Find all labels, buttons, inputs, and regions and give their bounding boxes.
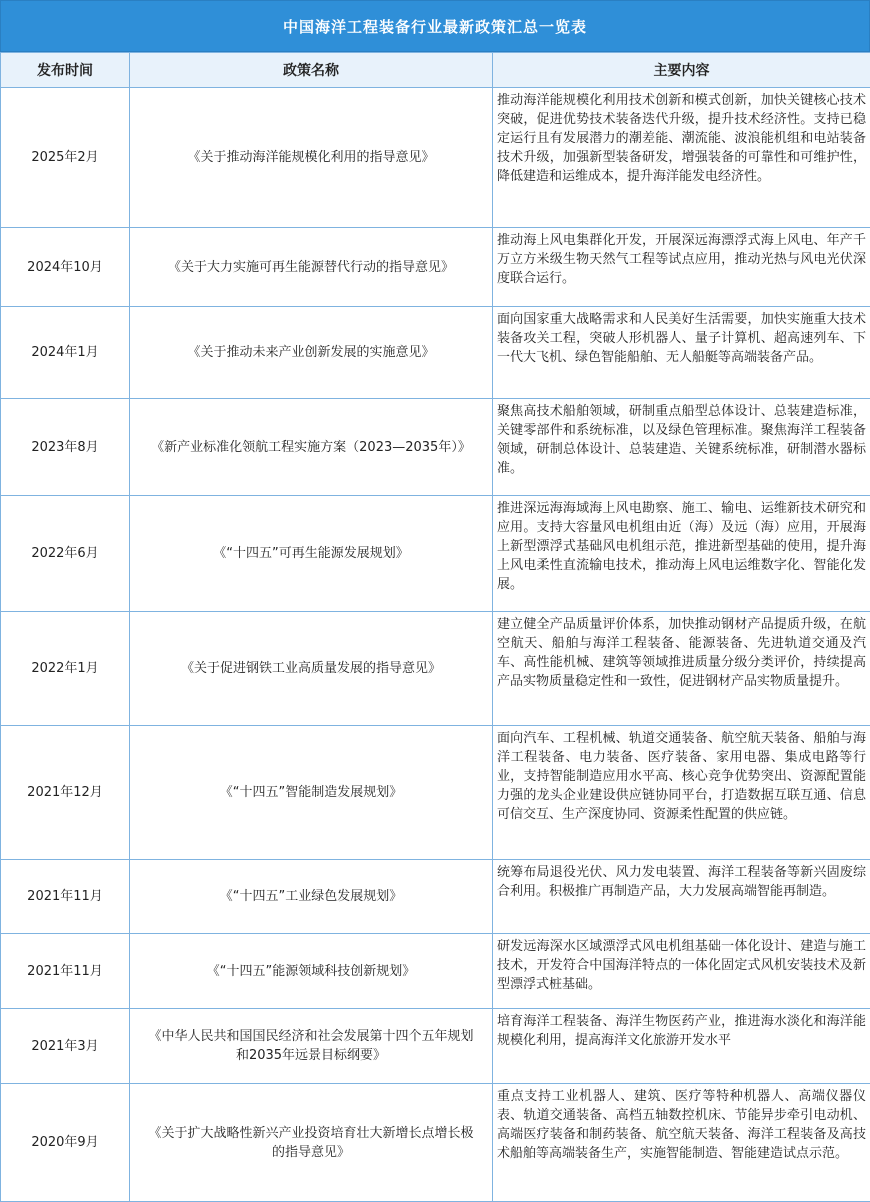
content-text: 统筹布局退役光伏、风力发电装置、海洋工程装备等新兴固废综合利用。积极推广再制造产品，大力发展高端智能再制造。 (497, 863, 866, 901)
cell-policy-name: 《关于扩大战略性新兴产业投资培育壮大新增长点增长极的指导意见》 (130, 1084, 493, 1202)
cell-date: 2020年9月 (1, 1084, 130, 1202)
table-row (1, 1009, 870, 1084)
cell-content (493, 307, 870, 399)
cell-date: 2022年6月 (1, 496, 130, 612)
table-row (1, 496, 870, 612)
table-row (1, 860, 870, 934)
column-header-content: 主要内容 (493, 53, 870, 88)
cell-policy-name: 《关于推动未来产业创新发展的实施意见》 (130, 307, 493, 399)
cell-content (493, 1084, 870, 1202)
cell-content (493, 496, 870, 612)
content-text: 重点支持工业机器人、建筑、医疗等特种机器人、高端仪器仪表、轨道交通装备、高档五轴数控机床、节能异步牵引电动机、高端医疗装备和制药装备、航空航天装备、海洋工程装备及高技术船舶等高端装备生产，实施智能制造、智能建造试点示范。 (497, 1087, 866, 1163)
cell-content (493, 860, 870, 934)
cell-date: 2021年3月 (1, 1009, 130, 1084)
content-text: 聚焦高技术船舶领域，研制重点船型总体设计、总装建造标准，关键零部件和系统标准，以及绿色管理标准。聚焦海洋工程装备领域，研制总体设计、总装建造、关键系统标准，研制潜水器标准。 (497, 402, 866, 478)
table-row (1, 228, 870, 307)
table-row (1, 307, 870, 399)
table-row (1, 612, 870, 726)
cell-content (493, 612, 870, 726)
cell-policy-name: 《“十四五”能源领域科技创新规划》 (130, 934, 493, 1009)
cell-policy-name: 《新产业标准化领航工程实施方案（2023—2035年）》 (130, 399, 493, 496)
cell-content (493, 88, 870, 228)
cell-date: 2025年2月 (1, 88, 130, 228)
content-text: 推动海洋能规模化利用技术创新和模式创新，加快关键核心技术突破，促进优势技术装备迭代升级，提升技术经济性。支持已稳定运行且有发展潜力的潮差能、潮流能、波浪能机组和电站装备技术升级，加强新型装备研发，增强装备的可靠性和可维护性，降低建造和运维成本，提升海洋能发电经济性。 (497, 91, 866, 186)
content-text: 培育海洋工程装备、海洋生物医药产业，推进海水淡化和海洋能规模化利用，提高海洋文化旅游开发水平 (497, 1012, 866, 1050)
cell-content (493, 399, 870, 496)
table-row (1, 726, 870, 860)
table-row (1, 934, 870, 1009)
cell-policy-name: 《关于大力实施可再生能源替代行动的指导意见》 (130, 228, 493, 307)
cell-content (493, 1009, 870, 1084)
cell-policy-name: 《关于推动海洋能规模化利用的指导意见》 (130, 88, 493, 228)
content-text: 面向国家重大战略需求和人民美好生活需要，加快实施重大技术装备攻关工程，突破人形机器人、量子计算机、超高速列车、下一代大飞机、绿色智能船舶、无人船艇等高端装备产品。 (497, 310, 866, 367)
table-row (1, 399, 870, 496)
content-text: 推进深远海海域海上风电勘察、施工、输电、运维新技术研究和应用。支持大容量风电机组由近（海）及远（海）应用，开展海上新型漂浮式基础风电机组示范，推进新型基础的使用，提升海上风电柔性直流输电技术，推动海上风电运维数字化、智能化发展。 (497, 499, 866, 594)
table-row (1, 88, 870, 228)
cell-policy-name: 《“十四五”工业绿色发展规划》 (130, 860, 493, 934)
cell-date: 2021年11月 (1, 860, 130, 934)
cell-date: 2021年12月 (1, 726, 130, 860)
cell-content (493, 934, 870, 1009)
cell-policy-name: 《“十四五”智能制造发展规划》 (130, 726, 493, 860)
cell-content (493, 726, 870, 860)
cell-date: 2024年1月 (1, 307, 130, 399)
cell-date: 2021年11月 (1, 934, 130, 1009)
cell-date: 2022年1月 (1, 612, 130, 726)
content-text: 研发远海深水区域漂浮式风电机组基础一体化设计、建造与施工技术，开发符合中国海洋特点的一体化固定式风机安装技术及新型漂浮式桩基础。 (497, 937, 866, 994)
cell-content (493, 228, 870, 307)
cell-date: 2024年10月 (1, 228, 130, 307)
content-text: 面向汽车、工程机械、轨道交通装备、航空航天装备、船舶与海洋工程装备、电力装备、医疗装备、家用电器、集成电路等行业，支持智能制造应用水平高、核心竞争优势突出、资源配置能力强的龙头企业建设供应链协同平台，打造数据互联互通、信息可信交互、生产深度协同、资源柔性配置的供应链。 (497, 729, 866, 824)
cell-date: 2023年8月 (1, 399, 130, 496)
column-header-policy-name: 政策名称 (130, 53, 493, 88)
cell-policy-name: 《关于促进钢铁工业高质量发展的指导意见》 (130, 612, 493, 726)
policy-table (0, 52, 870, 1202)
column-header-date: 发布时间 (1, 53, 130, 88)
content-text: 推动海上风电集群化开发，开展深远海漂浮式海上风电、年产千万立方米级生物天然气工程等试点应用，推动光热与风电光伏深度联合运行。 (497, 231, 866, 288)
cell-policy-name: 《中华人民共和国国民经济和社会发展第十四个五年规划和2035年远景目标纲要》 (130, 1009, 493, 1084)
table-row (1, 1084, 870, 1202)
table-header-row (1, 53, 870, 88)
cell-policy-name: 《“十四五”可再生能源发展规划》 (130, 496, 493, 612)
table-title: 中国海洋工程装备行业最新政策汇总一览表 (0, 0, 870, 52)
content-text: 建立健全产品质量评价体系，加快推动钢材产品提质升级，在航空航天、船舶与海洋工程装备、能源装备、先进轨道交通及汽车、高性能机械、建筑等领域推进质量分级分类评价，持续提高产品实物质量稳定性和一致性，促进钢材产品实物质量提升。 (497, 615, 866, 691)
